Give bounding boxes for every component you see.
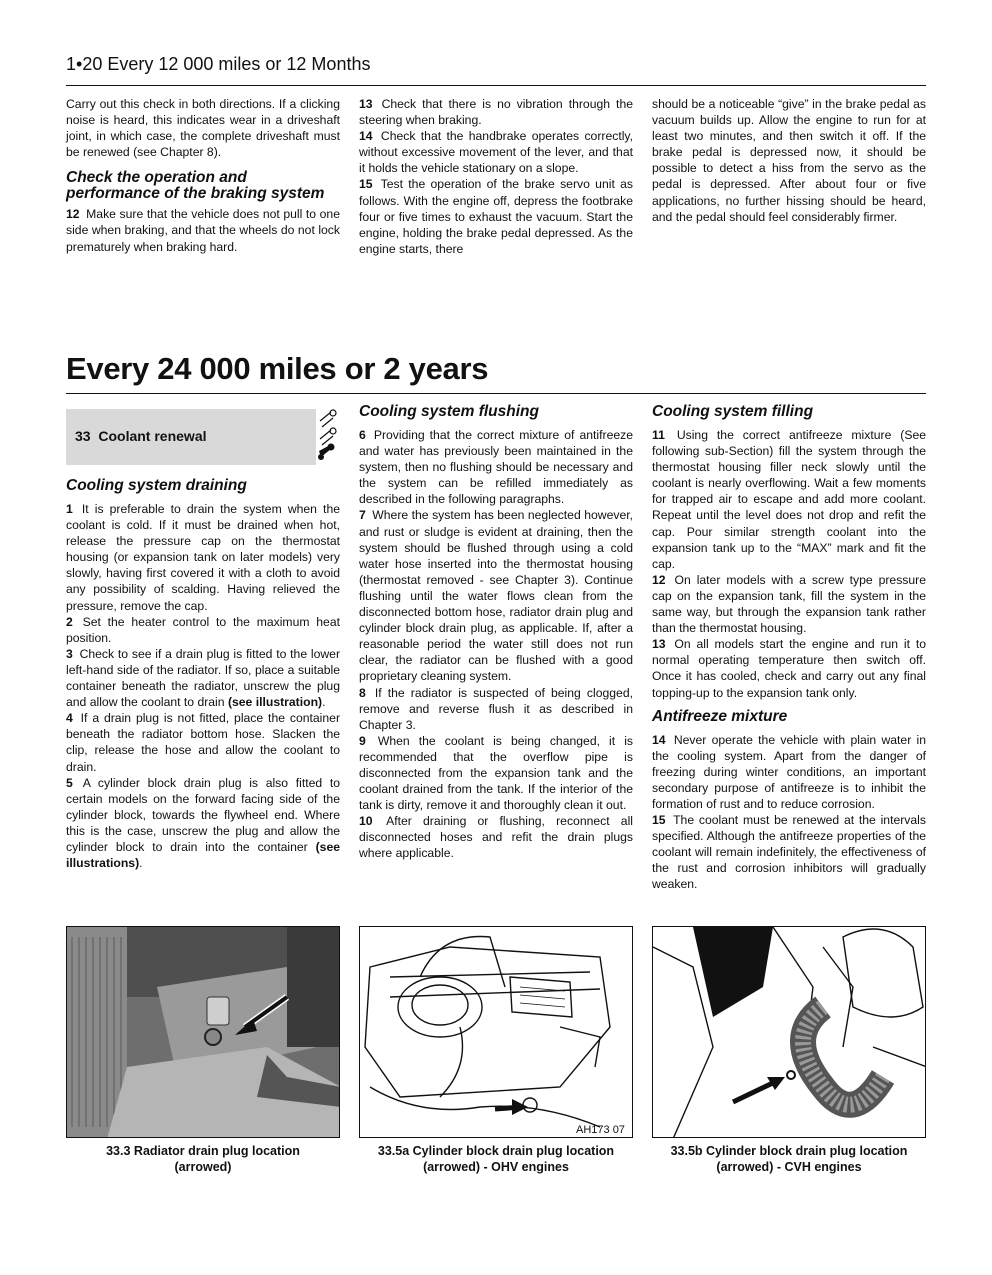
braking-heading: Check the operation and performance of the braking system [66, 169, 325, 203]
section-title: Every 24 000 miles or 2 years [66, 348, 926, 394]
paragraph-end: . [322, 695, 326, 710]
paragraph-12 [66, 206, 340, 254]
paragraph-number: 9 [359, 733, 366, 748]
paragraph-12 [652, 572, 926, 636]
radiator-photo [67, 927, 340, 1138]
paragraph-15 [652, 812, 926, 892]
caption-line: 33.3 Radiator drain plug location [106, 1144, 300, 1158]
paragraph-11 [652, 427, 926, 572]
paragraph-text: On later models with a screw type pressure cap on the expansion tank, fill the system in the same way, but through the expansion tank rather than the thermostat housing. [652, 572, 927, 636]
paragraph-9 [359, 733, 633, 813]
paragraph-text: Make sure that the vehicle does not pull to one side when braking, and that the wheels do not lock prematurely when braking hard. [66, 207, 340, 254]
paragraph-7 [359, 507, 633, 684]
top-column-2 [359, 96, 633, 257]
section-number: 33 [75, 428, 91, 444]
filling-heading: Cooling system filling [652, 403, 814, 420]
paragraph-15 [359, 176, 633, 256]
paragraph-number: 15 [652, 813, 666, 828]
paragraph-number: 12 [652, 572, 666, 587]
paragraph-text: Never operate the vehicle with plain water in the cooling system. Apart from the danger of freezing during winter conditions, an important secondary purpose of antifreeze is to inhibit the formation of rust and to reduce corrosion. [652, 732, 926, 811]
paragraph-number: 14 [359, 129, 373, 144]
figure-cvh-engine-drawing [652, 926, 926, 1138]
antifreeze-heading: Antifreeze mixture [652, 707, 788, 725]
paragraph-number: 13 [359, 97, 373, 111]
paragraph-number: 13 [652, 637, 666, 652]
figure-radiator-photo [66, 926, 340, 1138]
paragraph-8 [359, 685, 633, 733]
paragraph: should be a noticeable “give” in the brake pedal as vacuum builds up. Allow the engine to run for at least two minutes, and then switch it off. If the brake pedal is depressed now, it should be possible to detect a hiss from the servo as the pedal is depressed. After about four or five applications, no further hissing should be heard, and the pedal should feel considerably firmer. [652, 97, 926, 224]
paragraph-text: Check that there is no vibration through the steering when braking. [359, 97, 633, 128]
paragraph-number: 15 [359, 177, 373, 192]
paragraph-number: 12 [66, 207, 80, 222]
paragraph-text: Providing that the correct mixture of antifreeze and water has previously been maintained in the system, then no flushing should be necessary and the system can be refilled immediately as described in the following paragraphs. [359, 428, 633, 507]
top-column-1 [66, 96, 340, 255]
top-column-3 [652, 96, 926, 225]
paragraph-text: On all models start the engine and run it to normal operating temperature then switch off. Once it has cooled, check and carry out any final topping-up to the expansion tank only. [652, 637, 926, 700]
paragraph-number: 8 [359, 685, 366, 700]
filling-column [652, 404, 926, 893]
paragraph-5 [66, 775, 340, 872]
caption-line: (arrowed) [174, 1160, 232, 1174]
caption-line: (arrowed) - OHV engines [423, 1160, 569, 1174]
paragraph-2 [66, 614, 340, 646]
paragraph: Carry out this check in both directions. If a clicking noise is heard, this indicates wear in a driveshaft joint, in which case, the complete driveshaft must be renewed (see Chapter 8). [66, 97, 340, 160]
paragraph-14 [652, 732, 926, 812]
paragraph-13 [359, 96, 633, 128]
section-box [66, 409, 316, 465]
spanner-icon [316, 407, 338, 465]
draining-heading: Cooling system draining [66, 477, 247, 494]
paragraph-text: Check to see if a drain plug is fitted to the lower left-hand side of the radiator. If so, place a suitable container beneath the radiator, unscrew the plug and allow the coolant to drain [66, 646, 341, 710]
paragraph-14 [359, 128, 633, 176]
page-header-title: 1•20 Every 12 000 miles or 12 Months [66, 54, 371, 74]
caption-line: 33.5a Cylinder block drain plug location [377, 1144, 615, 1158]
paragraph-10 [359, 813, 633, 861]
paragraph-4 [66, 710, 340, 774]
paragraph-number: 2 [66, 614, 73, 629]
paragraph-text: It is preferable to drain the system when the coolant is cold. If it must be drained when hot, release the pressure cap on the thermostat housing (or expansion tank on later models) very slowly, having first covered it with a cloth to avoid any possibility of scalding. Having relieved the pressure, remove the cap. [66, 502, 340, 613]
paragraph-end: . [139, 856, 143, 871]
paragraph-number: 10 [359, 814, 373, 829]
paragraph-text: Check that the handbrake operates correctly, without excessive movement of the lever, and that it holds the vehicle stationary on a slope. [359, 129, 633, 176]
illustration-reference: (see illustrations) [66, 839, 341, 871]
paragraph-6 [359, 427, 633, 507]
illustration-reference: (see illustration) [227, 695, 323, 710]
paragraph-number: 1 [66, 502, 73, 516]
draining-column [66, 478, 340, 871]
ohv-engine-drawing [360, 927, 633, 1138]
section-name: Coolant renewal [98, 428, 207, 444]
cvh-engine-drawing [653, 927, 926, 1138]
paragraph-number: 7 [359, 508, 366, 523]
paragraph-text: When the coolant is being changed, it is recommended that the overflow pipe is disconnected from the expansion tank and the coolant drained from the tank. If the interior of the tank is dirty, remove it and thoroughly clean it out. [359, 733, 633, 813]
paragraph-number: 3 [66, 646, 73, 661]
paragraph-text: Using the correct antifreeze mixture (See following sub-Section) fill the system through the thermostat housing filler neck slowly until the coolant is nearly overflowing. Wait a few moments for trapped air to escape and add more coolant. Repeat until the level does not drop and refit the cap. Pour similar strength coolant into the expansion tank up to the “MAX” mark and fit the cap. [652, 428, 927, 571]
paragraph-text: Test the operation of the brake servo unit as follows. With the engine off, depress the footbrake four or five times to exhaust the vacuum. Start the engine, holding the brake pedal depressed. As the engine starts, there [359, 177, 633, 256]
paragraph-text: The coolant must be renewed at the intervals specified. Although the antifreeze properties of the coolant will remain indefinitely, the effectiveness of the rust and corrosion inhibitors will gradually weaken. [652, 813, 926, 892]
paragraph-text: If a drain plug is not fitted, place the container beneath the radiator bottom hose. Slacken the clip, release the hose and allow the coolant to drain. [66, 711, 341, 774]
paragraph-13 [652, 636, 926, 700]
paragraph-number: 4 [66, 711, 73, 726]
paragraph-number: 5 [66, 775, 73, 790]
flushing-column [359, 404, 633, 862]
caption-line: (arrowed) - CVH engines [716, 1160, 862, 1174]
figure-caption [66, 1143, 340, 1175]
paragraph-number: 6 [359, 428, 366, 442]
paragraph-1 [66, 501, 340, 614]
paragraph-text: Where the system has been neglected however, and rust or sludge is evident at draining, then the system should be flushed through using a cold water hose inserted into the thermostat housing (thermostat removed - see Chapter 3). Continue flushing until the water flows clean from the disconnected bottom hose, radiator drain plug and cylinder block drain plug, as applicable. If, after a reasonable period the water still does not run clear, the radiator can be flushed with a good proprietary cleaning system. [359, 508, 633, 684]
paragraph-number: 14 [652, 732, 666, 747]
paragraph-text: If the radiator is suspected of being clogged, remove and reverse flush it as described in Chapter 3. [359, 685, 633, 732]
drawing-code: AH173 07 [576, 1124, 625, 1136]
paragraph-text: After draining or flushing, reconnect all disconnected hoses and refit the drain plugs where applicable. [359, 814, 634, 861]
paragraph-3 [66, 646, 340, 710]
paragraph-text: Set the heater control to the maximum heat position. [66, 614, 340, 645]
flushing-heading: Cooling system flushing [359, 403, 539, 420]
paragraph-text: A cylinder block drain plug is also fitted to certain models on the forward facing side of the cylinder block, towards the flywheel end. Where this is the case, unscrew the plug and allow the cylinder block to drain into the container [66, 775, 340, 854]
caption-line: 33.5b Cylinder block drain plug location [670, 1144, 908, 1158]
section-label [75, 428, 207, 444]
running-header [66, 52, 926, 86]
figure-caption [359, 1143, 633, 1175]
paragraph-number: 11 [652, 428, 665, 442]
figure-caption [652, 1143, 926, 1175]
figure-ohv-engine-drawing [359, 926, 633, 1138]
